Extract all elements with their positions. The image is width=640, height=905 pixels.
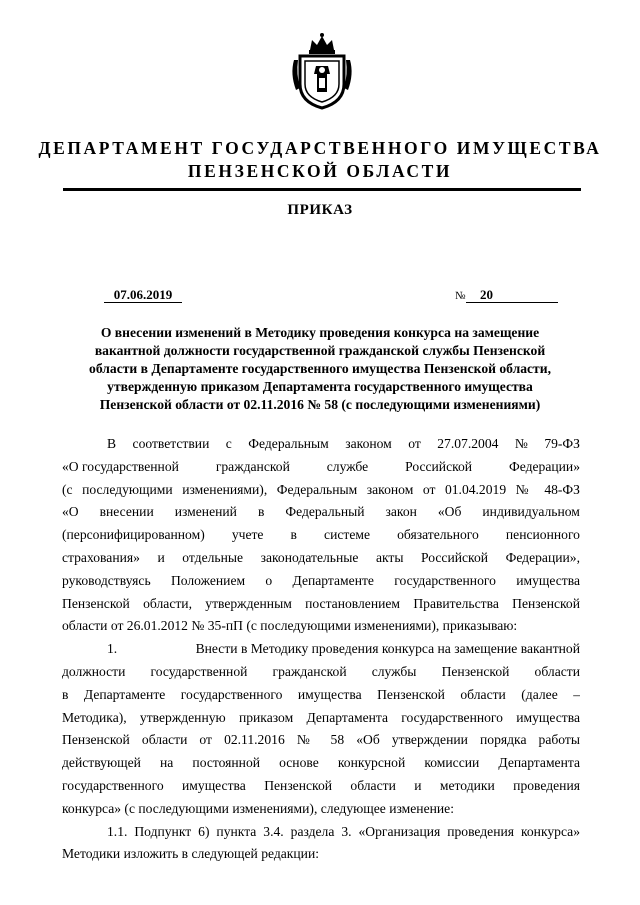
body-line: [62, 433, 580, 456]
body-line: государственного имущества Пензенской области и методики проведения: [62, 777, 580, 793]
body-line: действующей на постоянной основе конкурсной комиссии Департамента: [62, 755, 580, 771]
header-divider: [63, 188, 581, 191]
body-word: гражданской: [272, 663, 347, 679]
body-line: (с последующими изменениями), Федеральным законом от 01.04.2019 № 48-ФЗ: [62, 481, 580, 497]
body-word: должности: [62, 663, 126, 679]
body-word: с: [225, 436, 232, 451]
body-word: учете: [231, 527, 264, 543]
body-word: «Об: [437, 504, 462, 520]
body-word: пенсионного: [505, 527, 580, 543]
body-word: (персонифицированном): [62, 527, 205, 543]
body-line: [62, 638, 580, 661]
body-word: Пензенской: [441, 663, 510, 679]
body-word: индивидуальном: [482, 504, 580, 520]
title-line: утвержденную приказом Департамента государственного имущества: [107, 379, 533, 394]
body-line: Пензенской области от 02.11.2016 № 58 «Об утверждении порядка работы: [62, 732, 580, 748]
body-word: Федеральный: [285, 504, 365, 520]
document-body: [62, 433, 580, 866]
body-word: 1.: [107, 641, 118, 657]
body-line: [62, 524, 580, 547]
department-name-line2: ПЕНЗЕНСКОЙ ОБЛАСТИ: [187, 161, 453, 181]
body-word: службе: [326, 458, 369, 474]
body-line: [62, 501, 580, 524]
document-number: 20: [466, 288, 558, 303]
body-word: изменений: [174, 504, 237, 520]
body-line: [62, 456, 580, 479]
body-line: 1.1. Подпункт 6) пункта 3.4. раздела 3. «Организация проведения конкурса»: [107, 823, 580, 839]
body-word: «О: [62, 504, 79, 520]
coat-of-arms-icon: [290, 30, 354, 110]
body-word: внесении: [99, 504, 154, 520]
document-title: [60, 324, 580, 414]
body-line: конкурса» (с последующими изменениями), следующее изменение:: [62, 800, 454, 816]
body-line: Методики изложить в следующей редакции:: [62, 846, 320, 862]
body-word: в: [290, 527, 297, 543]
body-word: системе: [324, 527, 370, 543]
body-word: законом: [345, 436, 392, 451]
body-word: закон: [385, 504, 417, 520]
body-word: Российской: [405, 458, 473, 474]
body-word: гражданской: [215, 458, 290, 474]
body-line: руководствуясь Положением о Департаменте государственного имущества: [62, 572, 580, 588]
body-line: области от 26.01.2012 № 35-пП (с последующими изменениями), приказываю:: [62, 618, 518, 634]
body-line: Методика), утвержденную приказом Департамента государственного имущества: [62, 709, 580, 725]
document-type: ПРИКАЗ: [287, 202, 353, 218]
document-date: 07.06.2019: [104, 288, 182, 303]
number-sign: №: [455, 290, 466, 302]
title-line: вакантной должности государственной гражданской службы Пензенской: [94, 343, 546, 358]
body-word: от: [408, 436, 421, 451]
department-name-line1: ДЕПАРТАМЕНТ ГОСУДАРСТВЕННОГО ИМУЩЕСТВА: [38, 138, 602, 158]
body-line: [62, 661, 580, 684]
body-word: соответствии: [132, 436, 210, 451]
body-line: в Департаменте государственного имущества Пензенской области (далее –: [62, 686, 580, 702]
body-word: Внести в Методику проведения конкурса на замещение вакантной: [195, 641, 580, 657]
body-word: Федеральным: [248, 436, 329, 451]
body-word: в: [257, 504, 265, 520]
body-word: 27.07.2004: [437, 436, 499, 451]
title-line: О внесении изменений в Методику проведения конкурса на замещение: [100, 325, 540, 340]
title-line: области в Департаменте государственного имущества Пензенской области,: [89, 361, 551, 376]
body-word: №: [514, 436, 528, 451]
body-word: службы: [371, 663, 417, 679]
title-line: Пензенской области от 02.11.2016 № 58 (с последующими изменениями): [99, 397, 541, 412]
body-word: области: [534, 663, 580, 679]
body-word: обязательного: [397, 527, 479, 543]
body-word: В: [107, 436, 117, 451]
body-word: Федерации»: [509, 458, 580, 474]
body-line: Пензенской области, утвержденным постановлением Правительства Пензенской: [62, 595, 580, 611]
body-word: государственной: [150, 663, 248, 679]
body-line: страхования» и отдельные законодательные акты Российской Федерации»,: [62, 549, 580, 565]
body-word: 79-ФЗ: [544, 436, 580, 451]
body-word: «О государственной: [62, 458, 179, 474]
